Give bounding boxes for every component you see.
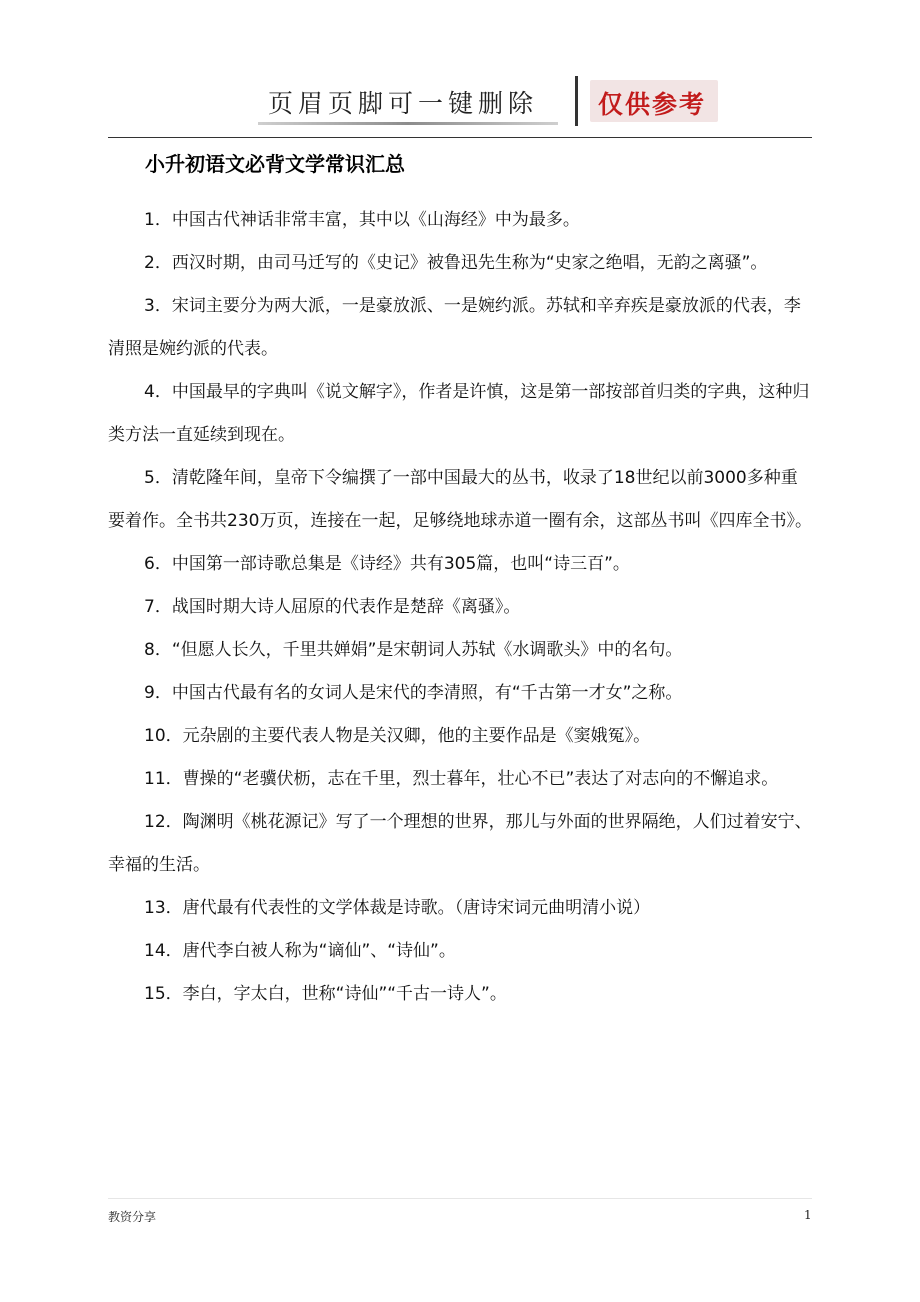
list-item: 4．中国最早的字典叫《说文解字》，作者是许慎，这是第一部按部首归类的字典，这种归类方法一直延续到现在。 [108, 382, 810, 445]
list-item: 11．曹操的“老骥伏枥，志在千里，烈士暮年，壮心不已”表达了对志向的不懈追求。 [144, 769, 779, 789]
list-item: 12．陶渊明《桃花源记》写了一个理想的世界，那儿与外面的世界隔绝，人们过着安宁、幸福的生活。 [108, 812, 812, 875]
reference-badge [590, 80, 718, 122]
reference-badge-text: 仅供参考 [598, 90, 707, 119]
list-item: 8．“但愿人长久，千里共婵娟”是宋朝词人苏轼《水调歌头》中的名句。 [144, 640, 683, 660]
list-item: 5．清乾隆年间，皇帝下令编撰了一部中国最大的丛书，收录了18世纪以前3000多种重要着作。全书共230万页，连接在一起，足够绕地球赤道一圈有余，这部丛书叫《四库全书》。 [108, 468, 812, 531]
list-item: 13．唐代最有代表性的文学体裁是诗歌。（唐诗宋词元曲明清小说） [144, 898, 651, 918]
list-item: 3．宋词主要分为两大派，一是豪放派、一是婉约派。苏轼和辛弃疾是豪放派的代表，李清照是婉约派的代表。 [108, 296, 801, 359]
list-item: 1．中国古代神话非常丰富，其中以《山海经》中为最多。 [144, 210, 580, 230]
list-item: 9．中国古代最有名的女词人是宋代的李清照，有“千古第一才女”之称。 [144, 683, 683, 703]
header-divider [575, 76, 578, 126]
list-item: 14．唐代李白被人称为“谪仙”、“诗仙”。 [144, 941, 456, 961]
header-rule [108, 137, 812, 138]
list-item: 15．李白，字太白，世称“诗仙”“千古一诗人”。 [144, 984, 507, 1004]
document-body [108, 199, 812, 1016]
header-banner [258, 74, 728, 128]
footer-rule [108, 1198, 812, 1199]
header-underline [258, 122, 558, 125]
footer-text: 教资分享 [108, 1210, 157, 1224]
list-item: 6．中国第一部诗歌总集是《诗经》共有305篇，也叫“诗三百”。 [144, 554, 630, 574]
list-item: 7．战国时期大诗人屈原的代表作是楚辞《离骚》。 [144, 597, 521, 617]
list-item: 2．西汉时期，由司马迁写的《史记》被鲁迅先生称为“史家之绝唱，无韵之离骚”。 [144, 253, 768, 273]
document-title: 小升初语文必背文学常识汇总 [145, 152, 405, 176]
list-item: 10．元杂剧的主要代表人物是关汉卿，他的主要作品是《窦娥冤》。 [144, 726, 651, 746]
header-watermark-text: 页眉页脚可一键删除 [268, 89, 539, 118]
page-number: 1 [804, 1208, 812, 1222]
